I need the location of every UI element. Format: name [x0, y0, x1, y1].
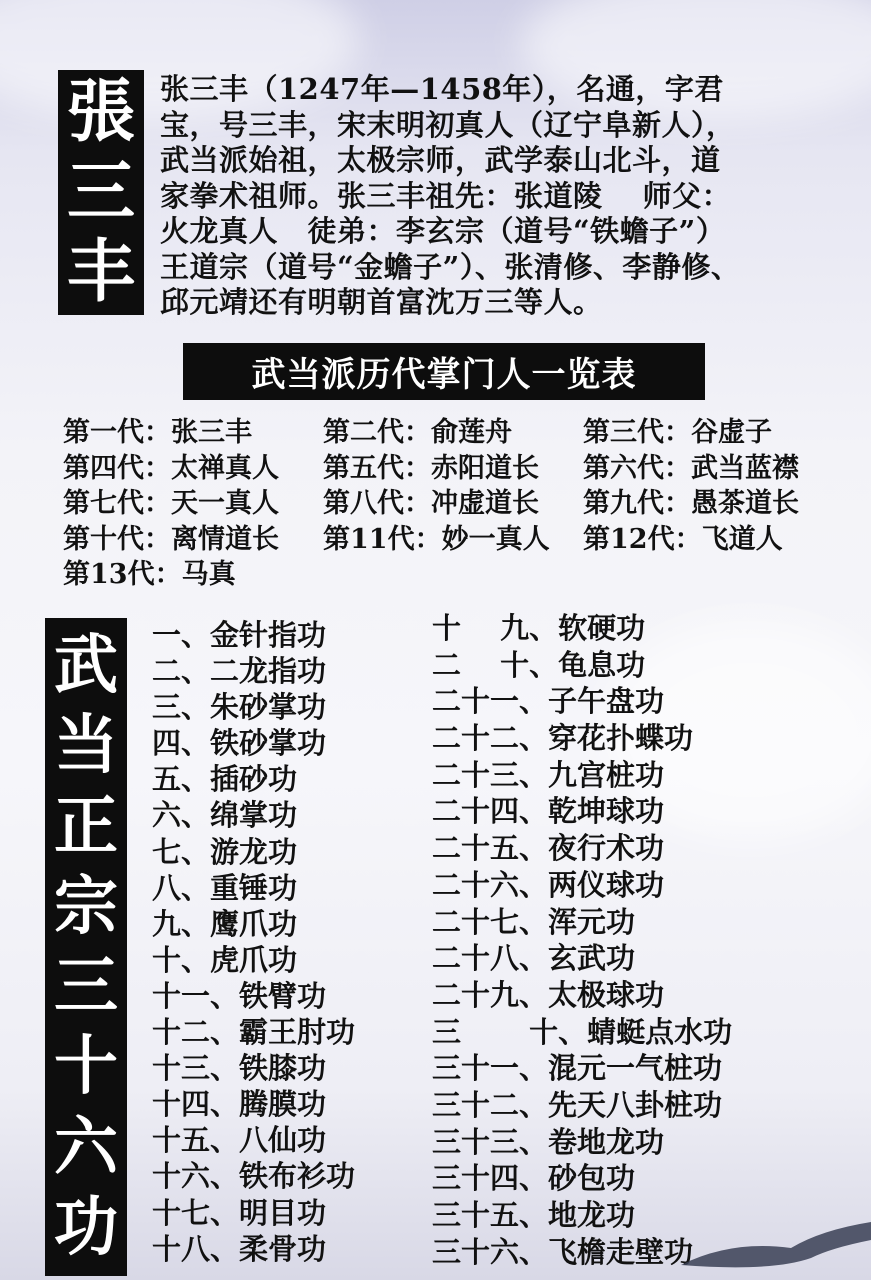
leader-entry: 第七代：天一真人: [63, 488, 279, 519]
kungfu-item: 十四、腾膜功: [152, 1087, 327, 1122]
kungfu-item: 三十四、砂包功: [432, 1161, 636, 1196]
kungfu-banner: [45, 618, 127, 1276]
kungfu-item: 十八、柔骨功: [152, 1231, 327, 1266]
bio-line: 王道宗（道号“金蟾子”）、张清修、李静修、: [160, 249, 741, 284]
leader-entry: 第二代：俞莲舟: [323, 417, 512, 448]
leader-entry: 第三代：谷虚子: [583, 417, 772, 448]
leader-entry: 第八代：冲虚道长: [323, 488, 539, 519]
leader-entry: 第13代：马真: [63, 559, 236, 590]
kungfu-item: 三、朱砂掌功: [152, 690, 327, 725]
kungfu-item: 三十一、混元一气桩功: [432, 1051, 723, 1086]
name-banner-char: 三: [66, 152, 135, 232]
kungfu-list-left: [152, 617, 355, 1267]
kungfu-item: 二、二龙指功: [152, 654, 327, 689]
kungfu-banner-char: 功: [54, 1190, 118, 1265]
name-banner-char: 張: [66, 72, 135, 152]
leader-entry: 第一代：张三丰: [63, 417, 252, 448]
kungfu-item: 十二、霸王肘功: [152, 1015, 356, 1050]
kungfu-item: 二十九、太极球功: [432, 977, 665, 1012]
kungfu-banner-char: 当: [54, 709, 118, 784]
kungfu-list-right: [432, 610, 732, 1270]
bio-line: 家拳术祖师。张三丰祖先：张道陵 师父：: [160, 178, 732, 213]
bio-line: 宝，号三丰，宋末明初真人（辽宁阜新人），: [160, 107, 736, 142]
kungfu-item: 三十五、地龙功: [432, 1198, 636, 1232]
kungfu-item: 十三、铁膝功: [152, 1051, 327, 1086]
kungfu-item: 九、鹰爪功: [152, 906, 298, 941]
name-banner-char: 丰: [66, 232, 135, 312]
kungfu-item: 三十二、先天八卦桩功: [432, 1087, 723, 1122]
kungfu-item: 十一、铁臂功: [152, 978, 327, 1013]
kungfu-item: 三十六、飞檐走壁功: [432, 1234, 694, 1269]
kungfu-item: 十、虎爪功: [152, 942, 298, 977]
kungfu-item: 七、游龙功: [152, 834, 298, 869]
kungfu-item: 二十四、乾坤球功: [432, 794, 665, 829]
leader-entry: 第九代：愚茶道长: [583, 488, 799, 519]
kungfu-item: 四、铁砂掌功: [152, 726, 327, 761]
leader-entry: 第12代：飞道人: [583, 523, 783, 555]
bio-line: 邱元靖还有明朝首富沈万三等人。: [160, 285, 603, 319]
kungfu-item: 五、插砂功: [152, 762, 298, 797]
leader-entry: 第十代：离情道长: [63, 523, 279, 555]
kungfu-item: 二十二、穿花扑蝶功: [432, 721, 694, 756]
kungfu-item: 六、绵掌功: [152, 798, 298, 833]
leader-entry: 第六代：武当蓝襟: [583, 452, 799, 484]
kungfu-banner-char: 武: [54, 629, 118, 704]
kungfu-item: 八、重锤功: [152, 870, 298, 905]
crane-silhouette: [671, 1210, 871, 1280]
name-banner: [58, 70, 144, 315]
kungfu-banner-char: 宗: [54, 869, 118, 944]
kungfu-banner-char: 十: [54, 1030, 118, 1105]
kungfu-item: 十六、铁布衫功: [152, 1159, 356, 1194]
bio-line: 张三丰（1247年—1458年），名通，字君: [160, 72, 724, 106]
kungfu-item: 三 十、蜻蜓点水功: [432, 1014, 733, 1049]
kungfu-banner-char: 正: [54, 789, 118, 864]
kungfu-banner-char: 三: [54, 950, 118, 1025]
kungfu-item: 二十一、子午盘功: [432, 684, 665, 719]
kungfu-item: 二十六、两仪球功: [432, 867, 665, 902]
biography-text: [160, 72, 865, 321]
kungfu-item: 十 九、软硬功: [432, 611, 646, 645]
leaders-heading: 武当派历代掌门人一览表: [183, 343, 705, 400]
kungfu-banner-char: 六: [54, 1110, 118, 1185]
kungfu-item: 二十五、夜行术功: [432, 831, 665, 866]
leader-entry: 第五代：赤阳道长: [323, 452, 539, 484]
leader-entry: 第四代：太禅真人: [63, 452, 279, 484]
bio-line: 武当派始祖，太极宗师，武学泰山北斗，道: [160, 143, 721, 177]
kungfu-item: 十五、八仙功: [152, 1123, 327, 1158]
kungfu-item: 二 十、龟息功: [432, 647, 646, 682]
kungfu-item: 十七、明目功: [152, 1195, 327, 1230]
kungfu-item: 二十三、九宫桩功: [432, 757, 665, 792]
kungfu-item: 二十八、玄武功: [432, 941, 636, 976]
kungfu-item: 一、金针指功: [152, 618, 327, 652]
leader-entry: 第11代：妙一真人: [323, 523, 550, 555]
kungfu-item: 二十七、浑元功: [432, 904, 636, 939]
kungfu-item: 三十三、卷地龙功: [432, 1124, 665, 1159]
bio-line: 火龙真人 徒弟：李玄宗（道号“铁蟾子”）: [160, 214, 726, 248]
